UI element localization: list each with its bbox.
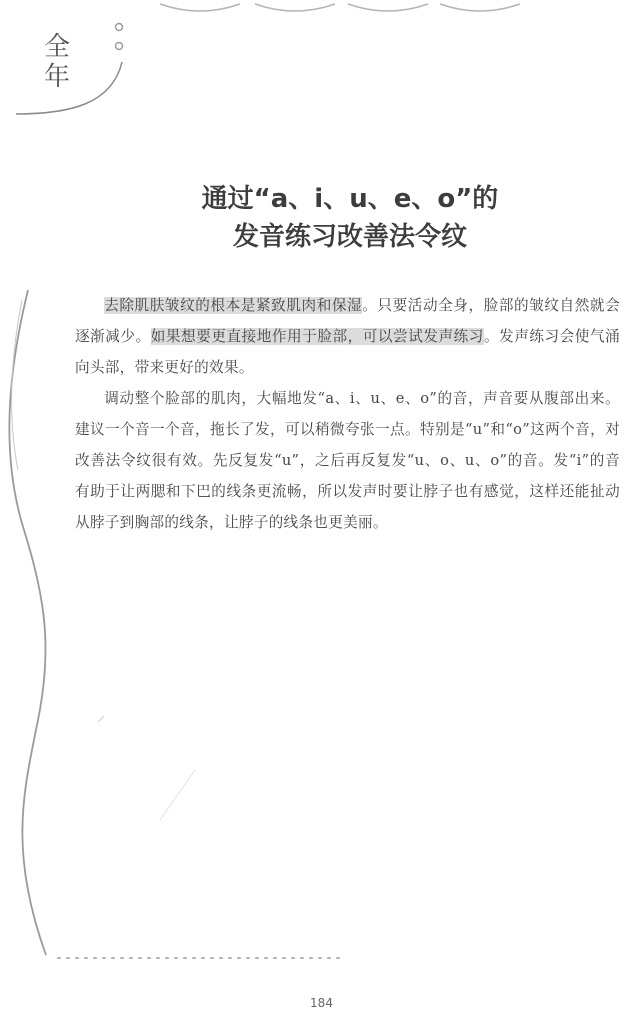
left-wave-line [9,290,46,955]
page-number: 184 [310,996,333,1010]
paragraph-text: 。只要活动全身，脸部的皱纹自然就会逐渐减少。 [75,297,620,345]
paragraph-1 [75,290,620,383]
corner-circle-icon [116,24,123,31]
title-line2: 发音练习改善法令纹 [232,222,467,252]
highlight-text: 去除肌肤皱纹的根本是紧致肌肉和保湿 [104,297,363,314]
faint-stroke [160,770,195,820]
highlight-text: 如果想要更直接地作用于脸部，可以尝试发声练习 [150,328,484,345]
section-tag [44,32,84,92]
corner-circle-icon [116,43,123,50]
paragraph-text: 。发声练习会使气涌向头部，带来更好的效果。 [75,328,620,376]
paragraph-2: 调动整个脸部的肌肉，大幅地发“a、i、u、e、o”的音，声音要从腹部出来。建议一个音一个音，拖长了发，可以稍微夸张一点。特别是“u”和“o”这两个音，对改善法令纹很有效。先反复发“u”，之后再反复发“u、o、u、o”的音。发“i”的音有助于让两腮和下巴的线条更流畅，所以发声时要让脖子也有感觉，这样还能扯动从脖子到胸部的线条，让脖子的线条也更美丽。 [75,390,620,531]
title-line1: 通过“a、i、u、e、o”的 [201,184,499,214]
section-tag-line2: 年 [44,62,71,92]
article-title [90,180,610,256]
section-tag-line1: 全 [44,32,71,62]
article-body [75,290,620,538]
faint-stroke [98,716,104,722]
top-scallop-border [160,4,520,11]
